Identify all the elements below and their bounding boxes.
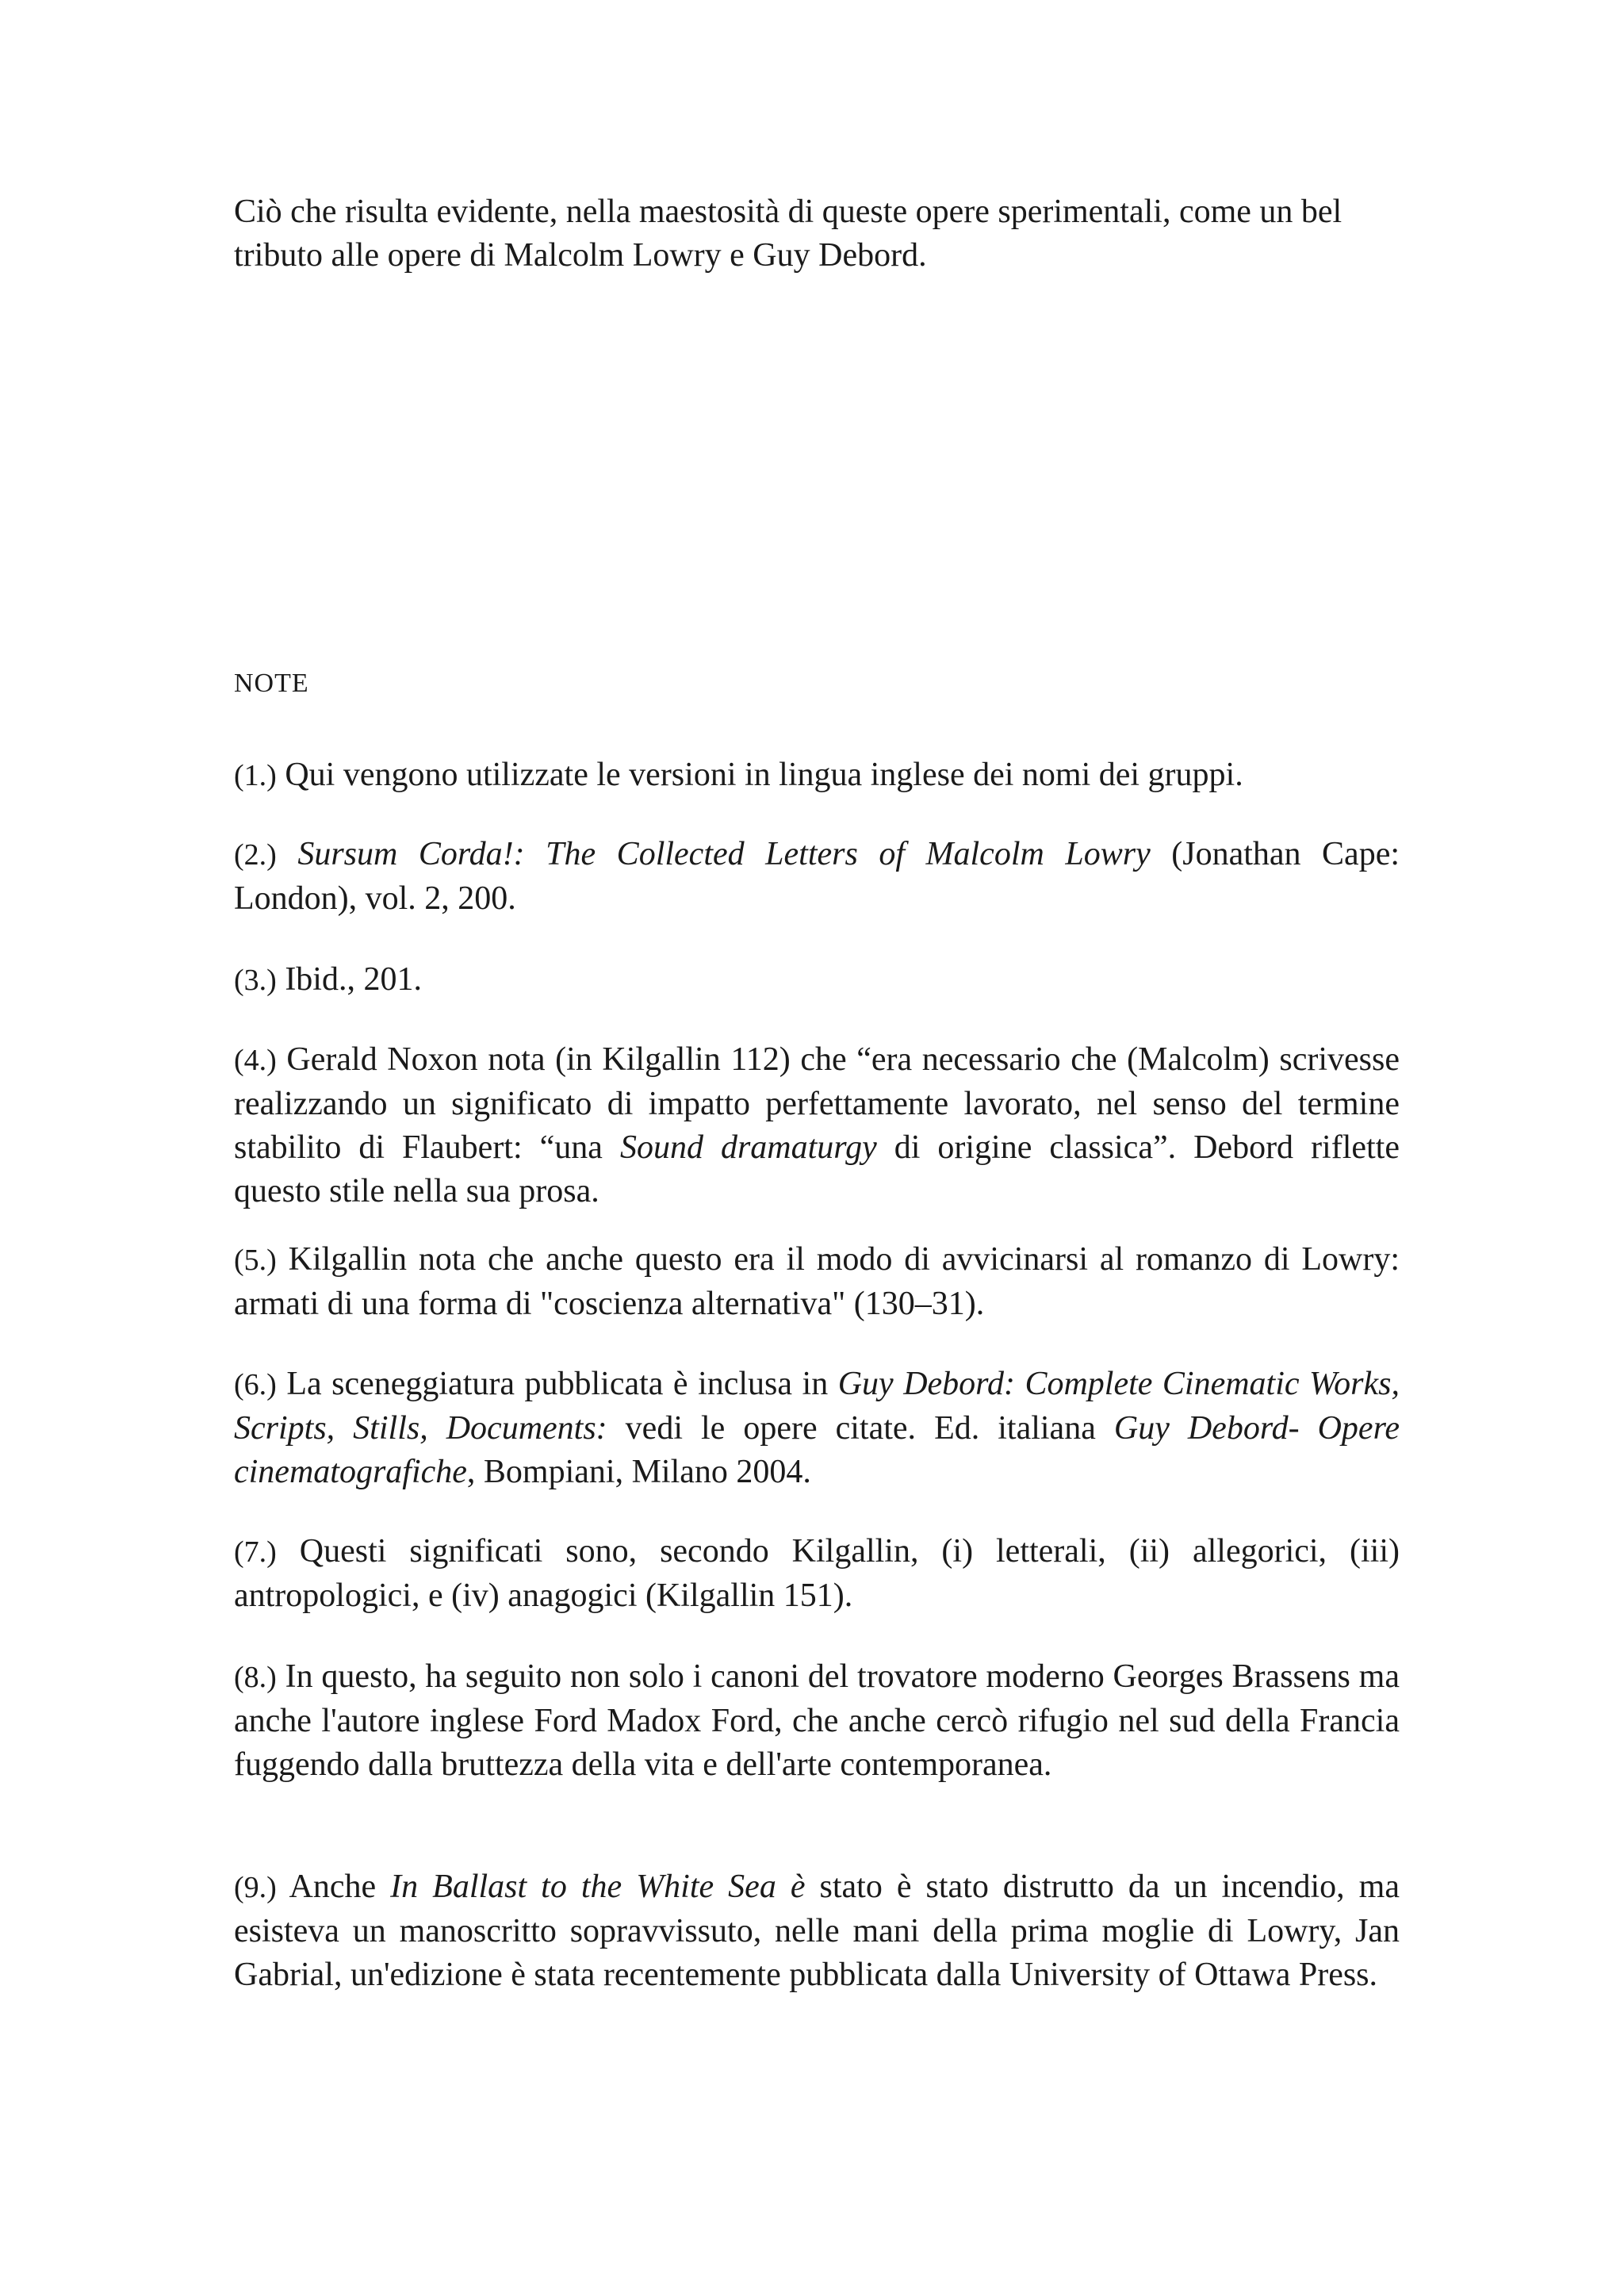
note-5 xyxy=(234,1238,1400,1326)
note-number: (1.) xyxy=(234,759,277,792)
note-text: Qui vengono utilizzate le versioni in lingua inglese dei nomi dei gruppi. xyxy=(276,757,1243,793)
note-3 xyxy=(234,958,1400,1002)
note-9 xyxy=(234,1865,1400,1997)
note-number: (4.) xyxy=(234,1044,277,1077)
note-number: (6.) xyxy=(234,1368,277,1401)
cited-title: Sound dramaturgy xyxy=(619,1129,877,1166)
note-6 xyxy=(234,1363,1400,1494)
cited-title: Sursum Corda!: The Collected Letters of Malcolm Lowry xyxy=(276,836,1151,872)
note-text: Kilgallin nota che anche questo era il modo di avvicinarsi al romanzo di Lowry: armati di una forma di "coscienza alternativa" (130–31). xyxy=(234,1241,1400,1322)
note-text: Gerald Noxon nota (in Kilgallin 112) che “era necessario che (Malcolm) scrivesse realizzando un significato di impatto perfettamente lavorato, nel senso del termine stabilito di Flaubert: “una xyxy=(234,1041,1400,1166)
note-text: Ibid., 201. xyxy=(276,961,422,998)
intro-paragraph xyxy=(234,190,1400,278)
note-text: , Bompiani, Milano 2004. xyxy=(466,1454,811,1490)
note-number: (8.) xyxy=(234,1661,277,1694)
intro-text: Ciò che risulta evidente, nella maestosità di queste opere sperimentali, come un bel tributo alle opere di Malcolm Lowry e Guy Debord. xyxy=(234,194,1342,274)
note-text: (Jonathan Cape: London), vol. 2, 200. xyxy=(234,836,1400,917)
note-number: (3.) xyxy=(234,964,277,997)
notes-heading: NOTE xyxy=(234,669,309,698)
cited-title: Guy Debord: Complete Cinematic Works, Scripts, Stills, Documents: xyxy=(234,1366,1400,1447)
note-1 xyxy=(234,753,1400,798)
note-4 xyxy=(234,1038,1400,1213)
note-number: (2.) xyxy=(234,838,277,872)
note-text: In questo, ha seguito non solo i canoni del trovatore moderno Georges Brassens ma anche l'autore inglese Ford Madox Ford, che anche cercò rifugio nel sud della Francia fuggendo dalla bruttezza della vita e dell'arte contemporanea. xyxy=(234,1658,1400,1783)
cited-title: In Ballast to the White Sea è xyxy=(390,1869,806,1905)
note-number: (5.) xyxy=(234,1244,277,1277)
note-text: La sceneggiatura pubblicata è inclusa in xyxy=(276,1366,838,1402)
note-text: Anche xyxy=(276,1869,391,1905)
note-2 xyxy=(234,833,1400,921)
note-number: (9.) xyxy=(234,1871,277,1904)
note-text: vedi le opere citate. Ed. italiana xyxy=(607,1410,1114,1447)
note-7 xyxy=(234,1530,1400,1618)
note-number: (7.) xyxy=(234,1535,277,1569)
note-8 xyxy=(234,1655,1400,1787)
note-text: di origine classica”. Debord riflette questo stile nella sua prosa. xyxy=(234,1129,1400,1209)
cited-title: Guy Debord- Opere cinematografiche xyxy=(234,1410,1400,1490)
note-text: stato è stato distrutto da un incendio, ma esisteva un manoscritto sopravvissuto, nelle mani della prima moglie di Lowry, Jan Gabrial, un'edizione è stata recentemente pubblicata dalla University of Ottawa Press. xyxy=(234,1869,1400,1993)
note-text: Questi significati sono, secondo Kilgallin, (i) letterali, (ii) allegorici, (iii) antropologici, e (iv) anagogici (Kilgallin 151). xyxy=(234,1533,1400,1614)
